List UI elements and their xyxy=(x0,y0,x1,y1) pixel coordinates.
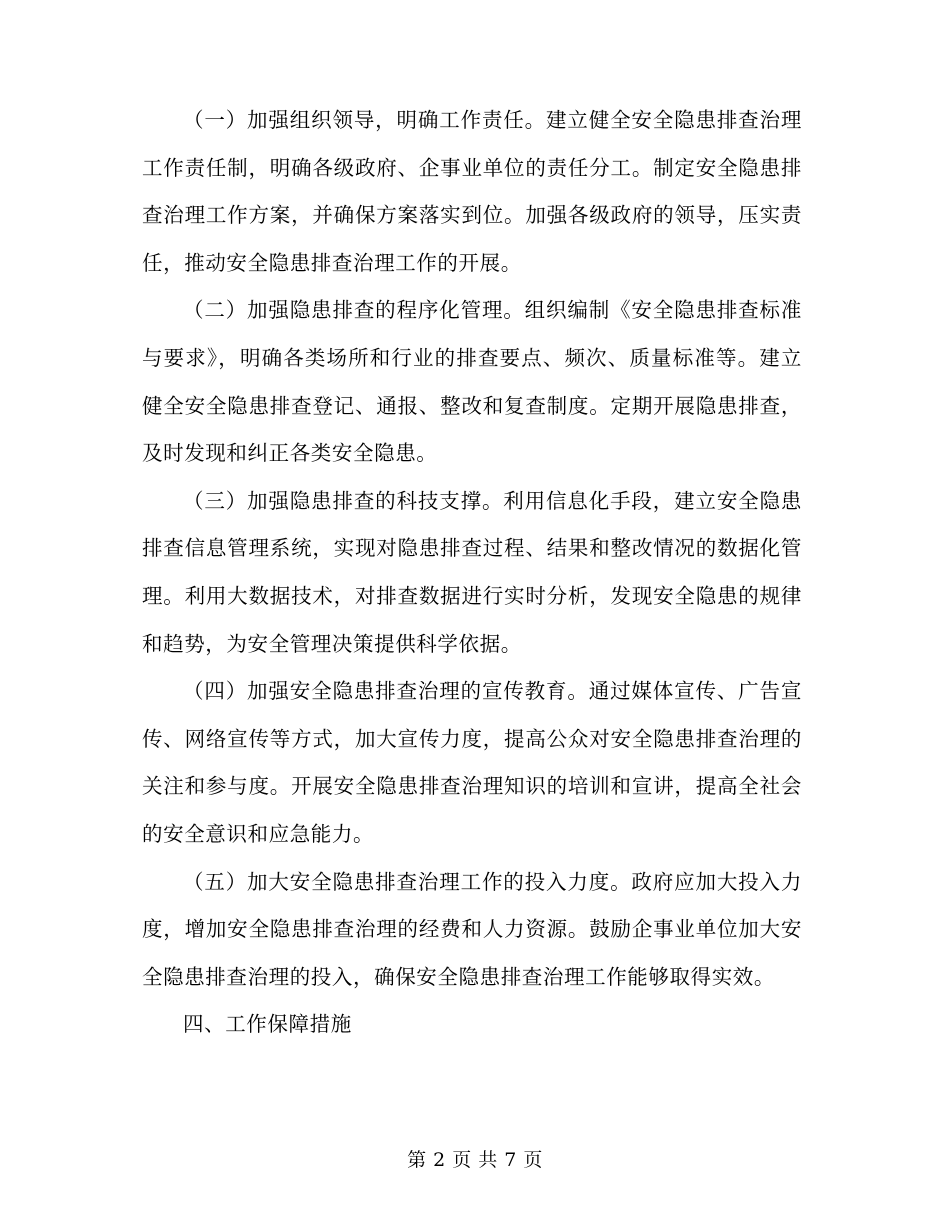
paragraph-2: （二）加强隐患排查的程序化管理。组织编制《安全隐患排查标准与要求》，明确各类场所和行业的排查要点、频次、质量标准等。建立健全安全隐患排查登记、通报、整改和复查制度。定期开展隐患排查，及时发现和纠正各类安全隐患。 xyxy=(142,298,802,466)
paragraph-3: （三）加强隐患排查的科技支撑。利用信息化手段，建立安全隐患排查信息管理系统，实现对隐患排查过程、结果和整改情况的数据化管理。利用大数据技术，对排查数据进行实时分析，发现安全隐患的规律和趋势，为安全管理决策提供科学依据。 xyxy=(142,488,802,656)
paragraph-5: （五）加大安全隐患排查治理工作的投入力度。政府应加大投入力度，增加安全隐患排查治理的经费和人力资源。鼓励企事业单位加大安全隐患排查治理的投入，确保安全隐患排查治理工作能够取得实效。 xyxy=(142,869,802,989)
section-heading: 四、工作保障措施 xyxy=(183,1012,352,1037)
page-number-footer: 第 2 页 共 7 页 xyxy=(407,1149,543,1171)
paragraph-1: （一）加强组织领导，明确工作责任。建立健全安全隐患排查治理工作责任制，明确各级政府、企事业单位的责任分工。制定安全隐患排查治理工作方案，并确保方案落实到位。加强各级政府的领导，压实责任，推动安全隐患排查治理工作的开展。 xyxy=(142,108,802,275)
paragraph-4: （四）加强安全隐患排查治理的宣传教育。通过媒体宣传、广告宣传、网络宣传等方式，加大宣传力度，提高公众对安全隐患排查治理的关注和参与度。开展安全隐患排查治理知识的培训和宣讲，提高全社会的安全意识和应急能力。 xyxy=(142,679,802,846)
document-body xyxy=(142,97,802,1049)
